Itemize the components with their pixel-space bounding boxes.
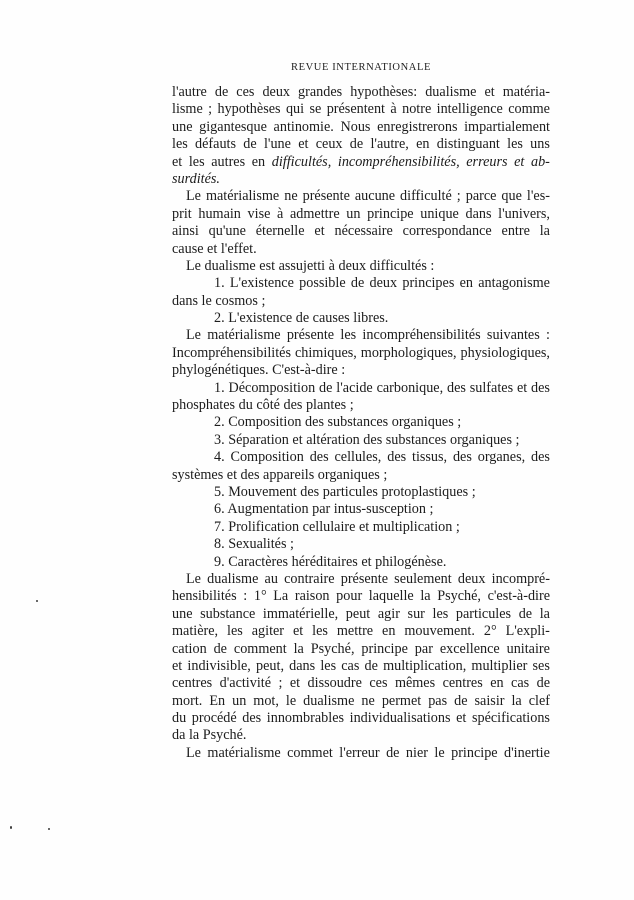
text-line: cation de comment la Psyché, principe par excellence unitaire — [172, 640, 550, 657]
text-line: 1. L'existence possible de deux principes en antagonisme — [214, 275, 550, 292]
running-header: REVUE INTERNATIONALE — [290, 62, 432, 73]
text-line: l'autre de ces deux grandes hypothèses: dualisme et matéria- — [172, 84, 550, 100]
text-line: lisme ; hypothèses qui se présentent à notre intelligence comme — [172, 101, 550, 118]
text-line: les défauts de l'une et ceux de l'autre, en distinguant les uns — [172, 136, 550, 153]
text-line: 1. Décomposition de l'acide carbonique, des sulfates et des — [214, 379, 550, 396]
text-line: hensibilités : 1° La raison pour laquelle la Psyché, c'est-à-dire — [172, 588, 550, 605]
text-line: Le dualisme est assujetti à deux difficultés : — [186, 257, 435, 274]
text-line: phylogénétiques. C'est-à-dire : — [172, 362, 346, 379]
text-line: 6. Augmentation par intus-susception ; — [214, 501, 434, 518]
text-line: dans le cosmos ; — [172, 292, 266, 309]
text-line: 4. Composition des cellules, des tissus, des organes, des — [214, 449, 550, 466]
text-line: matière, les agiter et les mettre en mouvement. 2° L'expli- — [172, 623, 550, 640]
text-line: Le dualisme au contraire présente seulement deux incompré- — [186, 570, 550, 587]
text-line: mort. En un mot, le dualisme ne permet pas de saisir la clef — [172, 692, 550, 709]
text-line: 2. Composition des substances organiques ; — [214, 414, 462, 431]
text-line: du procédé des innombrables individualisations et spécifications — [172, 710, 550, 727]
scan-speck — [48, 828, 50, 830]
text-line: une gigantesque antinomie. Nous enregistrerons impartialement — [172, 118, 550, 135]
text-line: phosphates du côté des plantes ; — [172, 397, 354, 414]
text-line: 3. Séparation et altération des substances organiques ; — [214, 431, 520, 448]
text-line: et les autres en difficultés, incompréhensibilités, erreurs et ab- — [172, 153, 550, 170]
text-line: centres d'activité ; et dissoudre ces mêmes centres en cas de — [172, 675, 550, 692]
text-line: Le matérialisme présente les incompréhensibilités suivantes : — [186, 327, 550, 344]
text-line: surdités. — [172, 170, 220, 187]
scan-speck — [10, 826, 12, 829]
text-line: prit humain vise à admettre un principe unique dans l'univers, — [172, 205, 550, 222]
text-line: 8. Sexualités ; — [214, 536, 294, 553]
text-line: Le matérialisme ne présente aucune difficulté ; parce que l'es- — [186, 188, 550, 205]
text-line: systèmes et des appareils organiques ; — [172, 466, 388, 483]
text-line: 2. L'existence de causes libres. — [214, 310, 389, 327]
text-line: 5. Mouvement des particules protoplastiques ; — [214, 483, 476, 500]
scan-speck — [36, 600, 38, 602]
text-line: Le matérialisme commet l'erreur de nier le principe d'inertie — [186, 744, 550, 761]
text-line: Incompréhensibilités chimiques, morphologiques, physiologiques, — [172, 344, 550, 361]
text-line: une substance immatérielle, peut agir sur les particules de la — [172, 605, 550, 622]
text-line: 7. Prolification cellulaire et multiplication ; — [214, 518, 460, 535]
text-line: et indivisible, peut, dans les cas de multiplication, multiplier ses — [172, 657, 550, 674]
body-text — [172, 84, 550, 762]
text-line: 9. Caractères héréditaires et philogénèse. — [214, 553, 447, 570]
text-line: ainsi qu'une éternelle et nécessaire correspondance entre la — [172, 223, 550, 240]
text-line: cause et l'effet. — [172, 240, 257, 257]
text-line: da la Psyché. — [172, 727, 247, 744]
